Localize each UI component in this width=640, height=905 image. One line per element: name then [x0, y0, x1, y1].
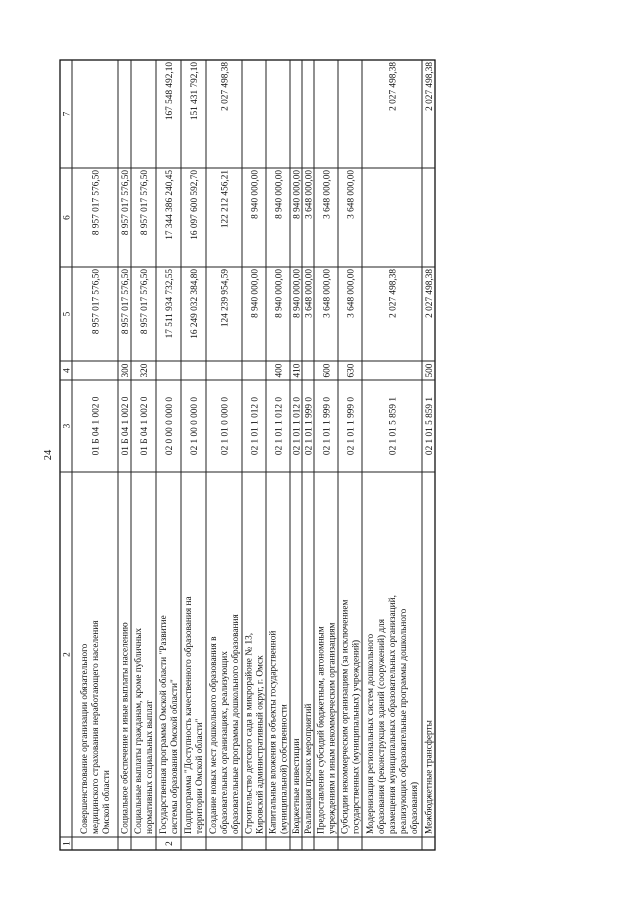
row-name-line: территории Омской области" — [195, 718, 206, 834]
row-name-line: Кировский административный округ, г. Омск — [255, 655, 266, 834]
expense-type-code: 630 — [346, 363, 357, 378]
column-header-6: 6 — [62, 215, 73, 220]
budget-code: 02 1 01 1 999 0 — [346, 396, 357, 456]
budget-code: 02 0 00 0 000 0 — [164, 396, 175, 456]
amount-column-6: 8 957 017 576,50 — [91, 170, 102, 236]
row-name-line: образовательные программы дошкольного образования — [231, 614, 242, 834]
amount-column-6: 17 344 386 240,45 — [164, 170, 175, 240]
budget-code: 01 Б 04 1 002 0 — [139, 396, 150, 456]
row-number: 2 — [164, 841, 175, 846]
row-name-line: Субсидии некоммерческим организациям (за исключением — [340, 599, 351, 834]
row-name-line: нормативных социальных выплат — [145, 700, 156, 834]
budget-code: 02 1 01 0 000 0 — [220, 396, 231, 456]
expense-type-code: 400 — [274, 363, 285, 378]
amount-column-6: 8 940 000,00 — [250, 170, 261, 219]
amount-total: 17 511 934 732,55 — [164, 269, 175, 339]
budget-code: 02 1 01 1 999 0 — [304, 396, 315, 456]
budget-code: 01 Б 04 1 002 0 — [91, 396, 102, 456]
amount-total: 8 940 000,00 — [250, 269, 261, 318]
amount-column-6: 8 940 000,00 — [292, 170, 303, 219]
row-name-line: Предоставление субсидий бюджетным, автономным — [316, 626, 327, 834]
expense-type-code: 410 — [292, 363, 303, 378]
row-name-line: Омской области — [102, 770, 113, 834]
row-name-line: Модернизация региональных систем дошкольного — [366, 633, 377, 834]
amount-total: 3 648 000,00 — [346, 269, 357, 318]
row-name-line: Бюджетные инвестиции — [292, 738, 303, 834]
amount-total: 16 249 032 384,80 — [189, 269, 200, 339]
budget-code: 02 1 01 5 859 1 — [388, 396, 399, 456]
row-name-line: Создание новых мест дошкольного образования в — [209, 636, 220, 834]
column-header-4: 4 — [62, 368, 73, 373]
amount-column-7: 167 548 492,10 — [164, 62, 175, 121]
row-name-line: Строительство детского сада в микрорайоне № 13, — [244, 632, 255, 834]
row-name-line: Реализация прочих мероприятий — [304, 703, 315, 834]
row-name-line: государственных (муниципальных) учреждений) — [351, 639, 362, 834]
row-name-line: реализующих образовательные программы дошкольного — [399, 608, 410, 834]
amount-column-6: 8 940 000,00 — [274, 170, 285, 219]
column-header-2: 2 — [62, 652, 73, 657]
row-name-line: системы образования Омской области" — [170, 679, 181, 834]
row-name-line: учреждениям и иным некоммерческим организациям — [327, 622, 338, 834]
row-name-line: Совершенствование организации обязательного — [80, 643, 91, 834]
budget-code: 01 Б 04 1 002 0 — [120, 396, 131, 456]
budget-code: 02 1 01 1 012 0 — [292, 396, 303, 456]
amount-total: 3 648 000,00 — [322, 269, 333, 318]
budget-code: 02 1 01 1 999 0 — [322, 396, 333, 456]
budget-code: 02 1 01 1 012 0 — [250, 396, 261, 456]
budget-code: 02 1 01 5 859 1 — [424, 396, 435, 456]
rotated-table — [43, 60, 435, 850]
row-name-line: Подпрограмма "Доступность качественного образования на — [184, 596, 195, 834]
amount-total: 8 957 017 576,50 — [120, 269, 131, 335]
amount-column-6: 3 648 000,00 — [346, 170, 357, 219]
row-name-line: медицинского страхования неработающего населения — [91, 620, 102, 834]
page-number: 24 — [43, 449, 54, 461]
row-name-line: размещения муниципальных образовательных организаций, — [388, 595, 399, 834]
amount-total: 8 957 017 576,50 — [91, 269, 102, 335]
budget-code: 02 1 00 0 000 0 — [189, 396, 200, 456]
amount-column-6: 8 957 017 576,50 — [120, 170, 131, 236]
amount-column-6: 8 957 017 576,50 — [139, 170, 150, 236]
amount-column-7: 2 027 498,38 — [220, 62, 231, 111]
amount-total: 124 239 954,59 — [220, 269, 231, 328]
amount-total: 2 027 498,38 — [388, 269, 399, 318]
column-header-1: 1 — [62, 841, 73, 846]
row-name-line: образовательных организациях, реализующих — [220, 651, 231, 834]
amount-total: 8 940 000,00 — [274, 269, 285, 318]
expense-type-code: 300 — [120, 363, 131, 378]
budget-code: 02 1 01 1 012 0 — [274, 396, 285, 456]
amount-total: 2 027 498,38 — [424, 269, 435, 318]
amount-column-6: 16 097 600 592,70 — [189, 170, 200, 240]
row-name-line: Капитальные вложения в объекты государственной — [268, 630, 279, 834]
amount-column-7: 2 027 498,38 — [424, 62, 435, 111]
expense-type-code: 500 — [424, 363, 435, 378]
row-name-line: Государственная программа Омской области "Развитие — [159, 615, 170, 834]
amount-column-6: 3 648 000,00 — [304, 170, 315, 219]
row-name-line: образования) — [410, 781, 421, 834]
column-header-7: 7 — [62, 111, 73, 117]
amount-total: 8 957 017 576,50 — [139, 269, 150, 335]
column-header-5: 5 — [62, 311, 73, 317]
amount-total: 3 648 000,00 — [304, 269, 315, 318]
expense-type-code: 320 — [139, 363, 150, 378]
amount-column-7: 2 027 498,38 — [388, 62, 399, 111]
amount-total: 8 940 000,00 — [292, 269, 303, 318]
amount-column-6: 122 212 456,21 — [220, 170, 231, 229]
column-header-3: 3 — [62, 423, 73, 429]
amount-column-6: 3 648 000,00 — [322, 170, 333, 219]
row-name-line: Социальные выплаты гражданам, кроме публичных — [134, 628, 145, 834]
row-name-line: Социальное обеспечение и иные выплаты населению — [120, 622, 131, 834]
expense-type-code: 600 — [322, 363, 333, 378]
row-name-line: (муниципальной) собственности — [279, 704, 290, 834]
row-name-line: образования (реконструкция зданий (сооружений) для — [377, 618, 388, 834]
amount-column-7: 151 431 792,10 — [189, 62, 200, 121]
row-name-line: Межбюджетные трансферты — [424, 720, 435, 834]
